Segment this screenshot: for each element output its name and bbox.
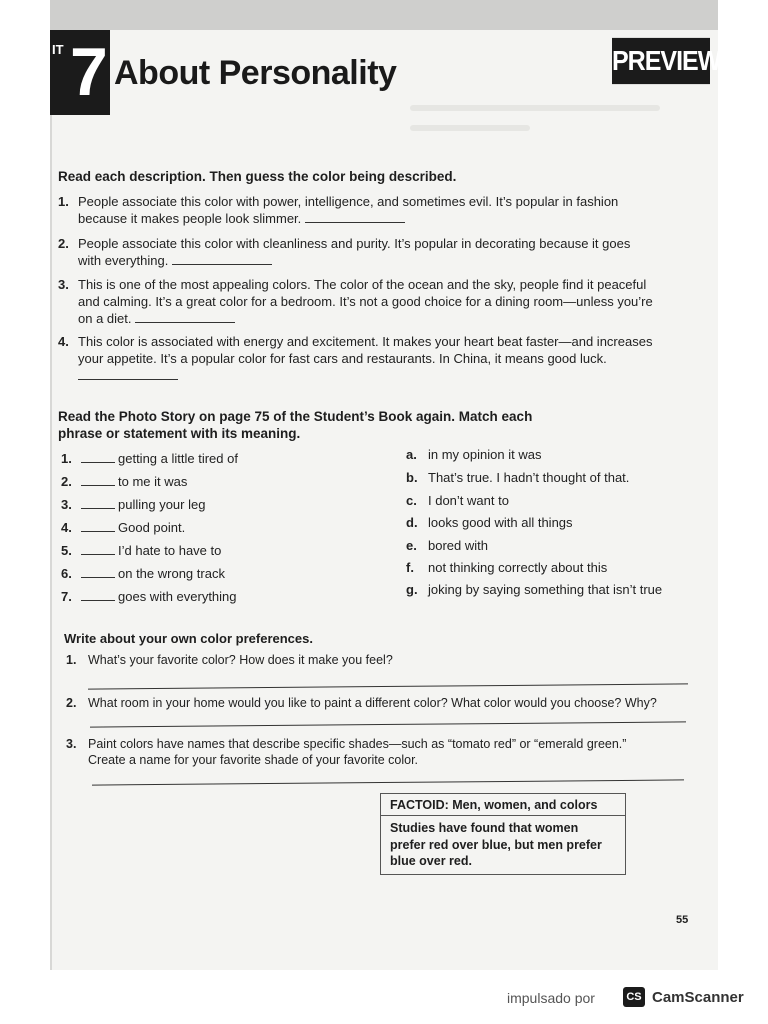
answer-blank[interactable]	[172, 252, 272, 265]
section3-instruction: Write about your own color preferences.	[64, 631, 313, 646]
item-number: 6.	[61, 566, 72, 581]
instruction-line: phrase or statement with its meaning.	[58, 426, 301, 441]
camscanner-logo-icon: CS	[623, 987, 645, 1007]
item-number: 4.	[61, 520, 72, 535]
answer-blank[interactable]	[81, 600, 115, 601]
phrase-text: on the wrong track	[118, 566, 225, 581]
factoid-box	[380, 793, 626, 875]
bleed-through	[410, 105, 660, 111]
answer-blank[interactable]	[81, 462, 115, 463]
meaning-text: in my opinion it was	[428, 447, 542, 462]
item-text-line: with everything.	[78, 253, 169, 268]
answer-blank[interactable]	[81, 554, 115, 555]
meaning-text: looks good with all things	[428, 515, 573, 530]
item-number: 3.	[66, 737, 77, 751]
item-text-line: This is one of the most appealing colors. The color of the ocean and the sky, people find it peaceful	[78, 277, 647, 292]
preview-badge: PREVIEW	[612, 38, 710, 84]
question-text: What’s your favorite color? How does it make you feel?	[88, 653, 393, 667]
item-text-line: People associate this color with power, intelligence, and sometimes evil. It’s popular in fashion	[78, 194, 619, 209]
item-number: 2.	[61, 474, 72, 489]
factoid-line: blue over red.	[390, 854, 472, 868]
answer-blank[interactable]	[81, 508, 115, 509]
factoid-title: FACTOID: Men, women, and colors	[381, 794, 625, 816]
answer-blank[interactable]	[81, 485, 115, 486]
answer-blank[interactable]	[78, 367, 178, 380]
item-number: 3.	[58, 277, 69, 292]
question-text: Paint colors have names that describe specific shades—such as “tomato red” or “emerald green.”	[88, 737, 627, 751]
meaning-text: not thinking correctly about this	[428, 560, 608, 575]
meaning-letter: b.	[406, 470, 418, 485]
meaning-letter: d.	[406, 515, 418, 530]
item-number: 1.	[66, 653, 77, 667]
factoid-line: prefer red over blue, but men prefer	[390, 837, 602, 852]
meaning-letter: c.	[406, 493, 417, 508]
factoid-body	[390, 820, 620, 870]
answer-blank[interactable]	[81, 577, 115, 578]
item-text-line: and calming. It’s a great color for a bedroom. It’s not a good choice for a dining room—unless you’re	[78, 294, 653, 309]
item-number: 3.	[61, 497, 72, 512]
question-text: Create a name for your favorite shade of your favorite color.	[88, 753, 419, 767]
powered-by-text: impulsado por	[507, 990, 595, 1006]
item-number: 5.	[61, 543, 72, 558]
scan-top-band	[50, 0, 718, 30]
meaning-letter: f.	[406, 560, 414, 575]
item-number: 1.	[61, 451, 72, 466]
section2-instruction	[58, 408, 532, 442]
item-number: 2.	[66, 696, 77, 710]
meaning-text: bored with	[428, 538, 488, 553]
item-text-line: People associate this color with cleanliness and purity. It’s popular in decorating because it goes	[78, 236, 631, 251]
item-text-line: your appetite. It’s a popular color for fast cars and restaurants. In China, it means good luck.	[78, 351, 607, 366]
answer-blank[interactable]	[305, 210, 405, 223]
phrase-text: Good point.	[118, 520, 186, 535]
phrase-text: getting a little tired of	[118, 451, 238, 466]
item-number: 4.	[58, 334, 69, 349]
meaning-text: That’s true. I hadn’t thought of that.	[428, 470, 630, 485]
item-number: 1.	[58, 194, 69, 209]
page-title: About Personality	[114, 54, 397, 92]
answer-blank[interactable]	[135, 310, 235, 323]
question-text: What room in your home would you like to paint a different color? What color would you choose? Why?	[88, 696, 657, 710]
unit-prefix: IT	[52, 42, 64, 57]
scanner-watermark	[0, 984, 768, 1014]
camscanner-name: CamScanner	[652, 989, 744, 1006]
phrase-text: to me it was	[118, 474, 188, 489]
phrase-text: I’d hate to have to	[118, 543, 222, 558]
phrase-text: goes with everything	[118, 589, 237, 604]
item-number: 7.	[61, 589, 72, 604]
instruction-line: Read the Photo Story on page 75 of the Student’s Book again. Match each	[58, 409, 533, 424]
meaning-text: I don’t want to	[428, 493, 509, 508]
factoid-line: Studies have found that women	[390, 821, 579, 835]
item-number: 2.	[58, 236, 69, 251]
meaning-letter: g.	[406, 582, 418, 597]
page-number: 55	[676, 914, 689, 926]
meaning-letter: e.	[406, 538, 417, 553]
answer-blank[interactable]	[81, 531, 115, 532]
item-text-line: because it makes people look slimmer.	[78, 211, 302, 226]
meaning-letter: a.	[406, 447, 417, 462]
phrase-text: pulling your leg	[118, 497, 206, 512]
item-text-line: This color is associated with energy and excitement. It makes your heart beat faster—and increases	[78, 334, 653, 349]
bleed-through	[410, 125, 530, 131]
unit-number: 7	[70, 34, 105, 110]
meaning-text: joking by saying something that isn’t true	[428, 582, 663, 597]
item-text-line: on a diet.	[78, 311, 132, 326]
section1-instruction: Read each description. Then guess the color being described.	[58, 169, 457, 184]
